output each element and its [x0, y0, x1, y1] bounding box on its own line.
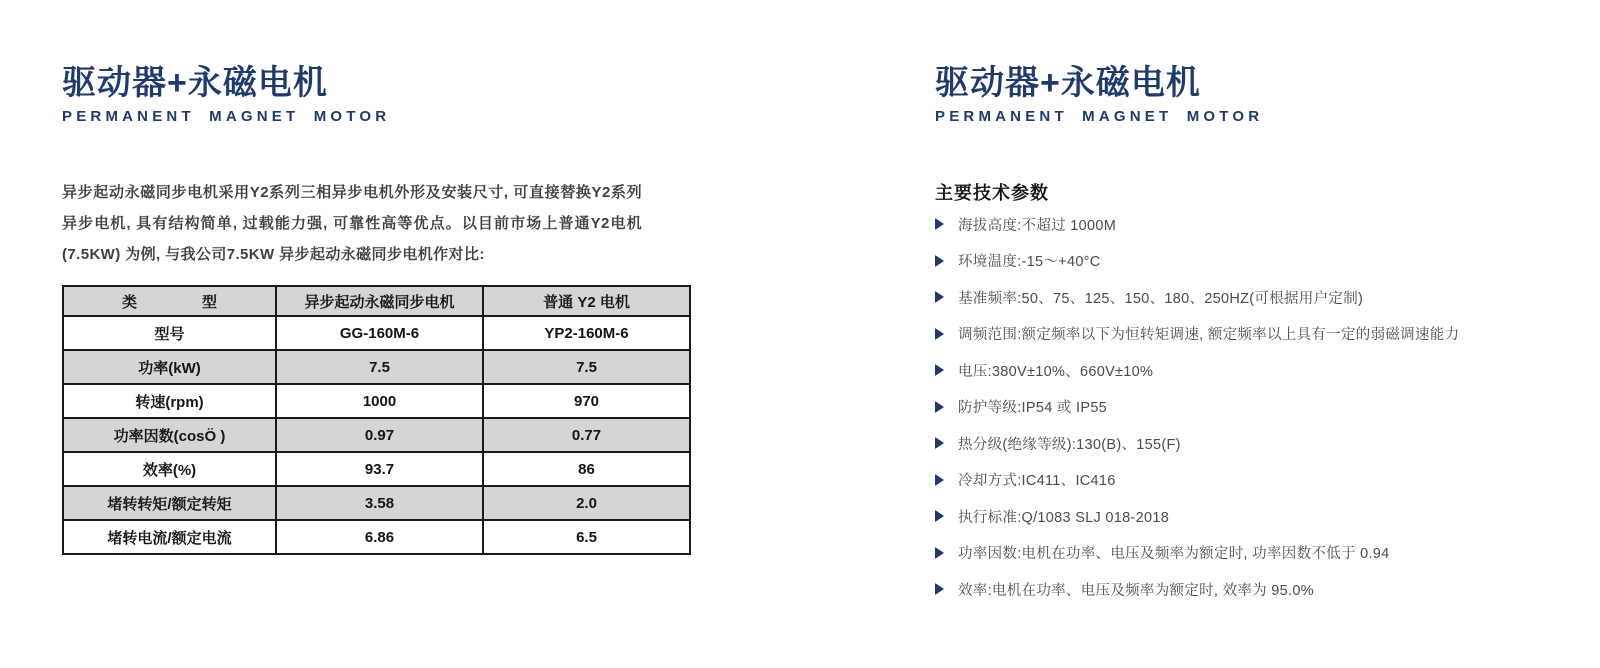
param-item — [935, 425, 1495, 462]
pm-value-cell: 1000 — [276, 384, 483, 418]
param-item — [935, 535, 1495, 572]
page-title: 驱动器+永磁电机 — [935, 64, 1201, 102]
param-text: 基准频率:50、75、125、150、180、250HZ(可根据用户定制) — [958, 290, 1364, 307]
row-label-cell: 堵转转矩/额定转矩 — [63, 486, 276, 520]
param-text: 热分级(绝缘等级):130(B)、155(F) — [958, 436, 1181, 453]
table-row — [63, 520, 690, 554]
comparison-table — [62, 285, 691, 555]
y2-value-cell: 7.5 — [483, 350, 690, 384]
header-y2-cell: 普通 Y2 电机 — [483, 286, 690, 316]
row-label-cell: 效率(%) — [63, 452, 276, 486]
header-type-right: 型 — [201, 293, 217, 311]
param-item — [935, 462, 1495, 499]
page-subtitle: PERMANENT MAGNET MOTOR — [62, 107, 391, 125]
triangle-bullet-icon — [935, 510, 944, 522]
row-label-cell: 型号 — [63, 316, 276, 350]
param-text: 防护等级:IP54 或 IP55 — [958, 400, 1108, 417]
param-item — [935, 206, 1495, 243]
triangle-bullet-icon — [935, 437, 944, 449]
pm-value-cell: 0.97 — [276, 418, 483, 452]
triangle-bullet-icon — [935, 547, 944, 559]
y2-value-cell: 0.77 — [483, 418, 690, 452]
page-subtitle: PERMANENT MAGNET MOTOR — [935, 107, 1264, 125]
param-item — [935, 279, 1495, 316]
table-row — [63, 384, 690, 418]
pm-value-cell: 7.5 — [276, 350, 483, 384]
row-label-cell: 功率(kW) — [63, 350, 276, 384]
param-text: 环境温度:-15～+40°C — [958, 254, 1101, 271]
pm-value-cell: 93.7 — [276, 452, 483, 486]
header-type-cell — [63, 286, 276, 316]
table-header-row — [63, 286, 690, 316]
table-row — [63, 418, 690, 452]
param-item — [935, 498, 1495, 535]
header-type-left: 类 — [122, 293, 138, 311]
y2-value-cell: 970 — [483, 384, 690, 418]
param-item — [935, 389, 1495, 426]
triangle-bullet-icon — [935, 291, 944, 303]
triangle-bullet-icon — [935, 583, 944, 595]
pm-value-cell: 3.58 — [276, 486, 483, 520]
table-row — [63, 486, 690, 520]
triangle-bullet-icon — [935, 401, 944, 413]
y2-value-cell: YP2-160M-6 — [483, 316, 690, 350]
pm-value-cell: 6.86 — [276, 520, 483, 554]
triangle-bullet-icon — [935, 364, 944, 376]
table-row — [63, 350, 690, 384]
left-section-title — [62, 66, 390, 124]
param-item — [935, 243, 1495, 280]
triangle-bullet-icon — [935, 255, 944, 267]
param-text: 海拔高度:不超过 1000M — [958, 217, 1117, 234]
y2-value-cell: 86 — [483, 452, 690, 486]
param-item — [935, 352, 1495, 389]
y2-value-cell: 2.0 — [483, 486, 690, 520]
row-label-cell: 堵转电流/额定电流 — [63, 520, 276, 554]
param-text: 执行标准:Q/1083 SLJ 018-2018 — [958, 509, 1170, 526]
params-heading: 主要技术参数 — [935, 183, 1049, 203]
table-row — [63, 316, 690, 350]
row-label-cell: 功率因数(cosÖ ) — [63, 418, 276, 452]
pm-value-cell: GG-160M-6 — [276, 316, 483, 350]
header-pm-cell: 异步起动永磁同步电机 — [276, 286, 483, 316]
param-item — [935, 316, 1495, 353]
row-label-cell: 转速(rpm) — [63, 384, 276, 418]
page-title: 驱动器+永磁电机 — [62, 64, 328, 102]
param-text: 电压:380V±10%、660V±10% — [958, 363, 1154, 380]
param-text: 功率因数:电机在功率、电压及频率为额定时, 功率因数不低于 0.94 — [958, 546, 1390, 563]
param-text: 效率:电机在功率、电压及频率为额定时, 效率为 95.0% — [958, 582, 1314, 599]
triangle-bullet-icon — [935, 328, 944, 340]
table-row — [63, 452, 690, 486]
params-list — [935, 206, 1495, 608]
param-text: 冷却方式:IC411、IC416 — [958, 473, 1116, 490]
triangle-bullet-icon — [935, 474, 944, 486]
intro-paragraph: 异步起动永磁同步电机采用Y2系列三相异步电机外形及安装尺寸, 可直接替换Y2系列异步电机, 具有结构简单, 过载能力强, 可靠性高等优点。以目前市场上普通Y2电机 (7.5KW) 为例, 与我公司7.5KW 异步起动永磁同步电机作对比: — [62, 184, 642, 263]
triangle-bullet-icon — [935, 218, 944, 230]
param-text: 调频范围:额定频率以下为恒转矩调速, 额定频率以上具有一定的弱磁调速能力 — [958, 327, 1460, 344]
right-section-title — [935, 66, 1263, 124]
y2-value-cell: 6.5 — [483, 520, 690, 554]
param-item — [935, 571, 1495, 608]
